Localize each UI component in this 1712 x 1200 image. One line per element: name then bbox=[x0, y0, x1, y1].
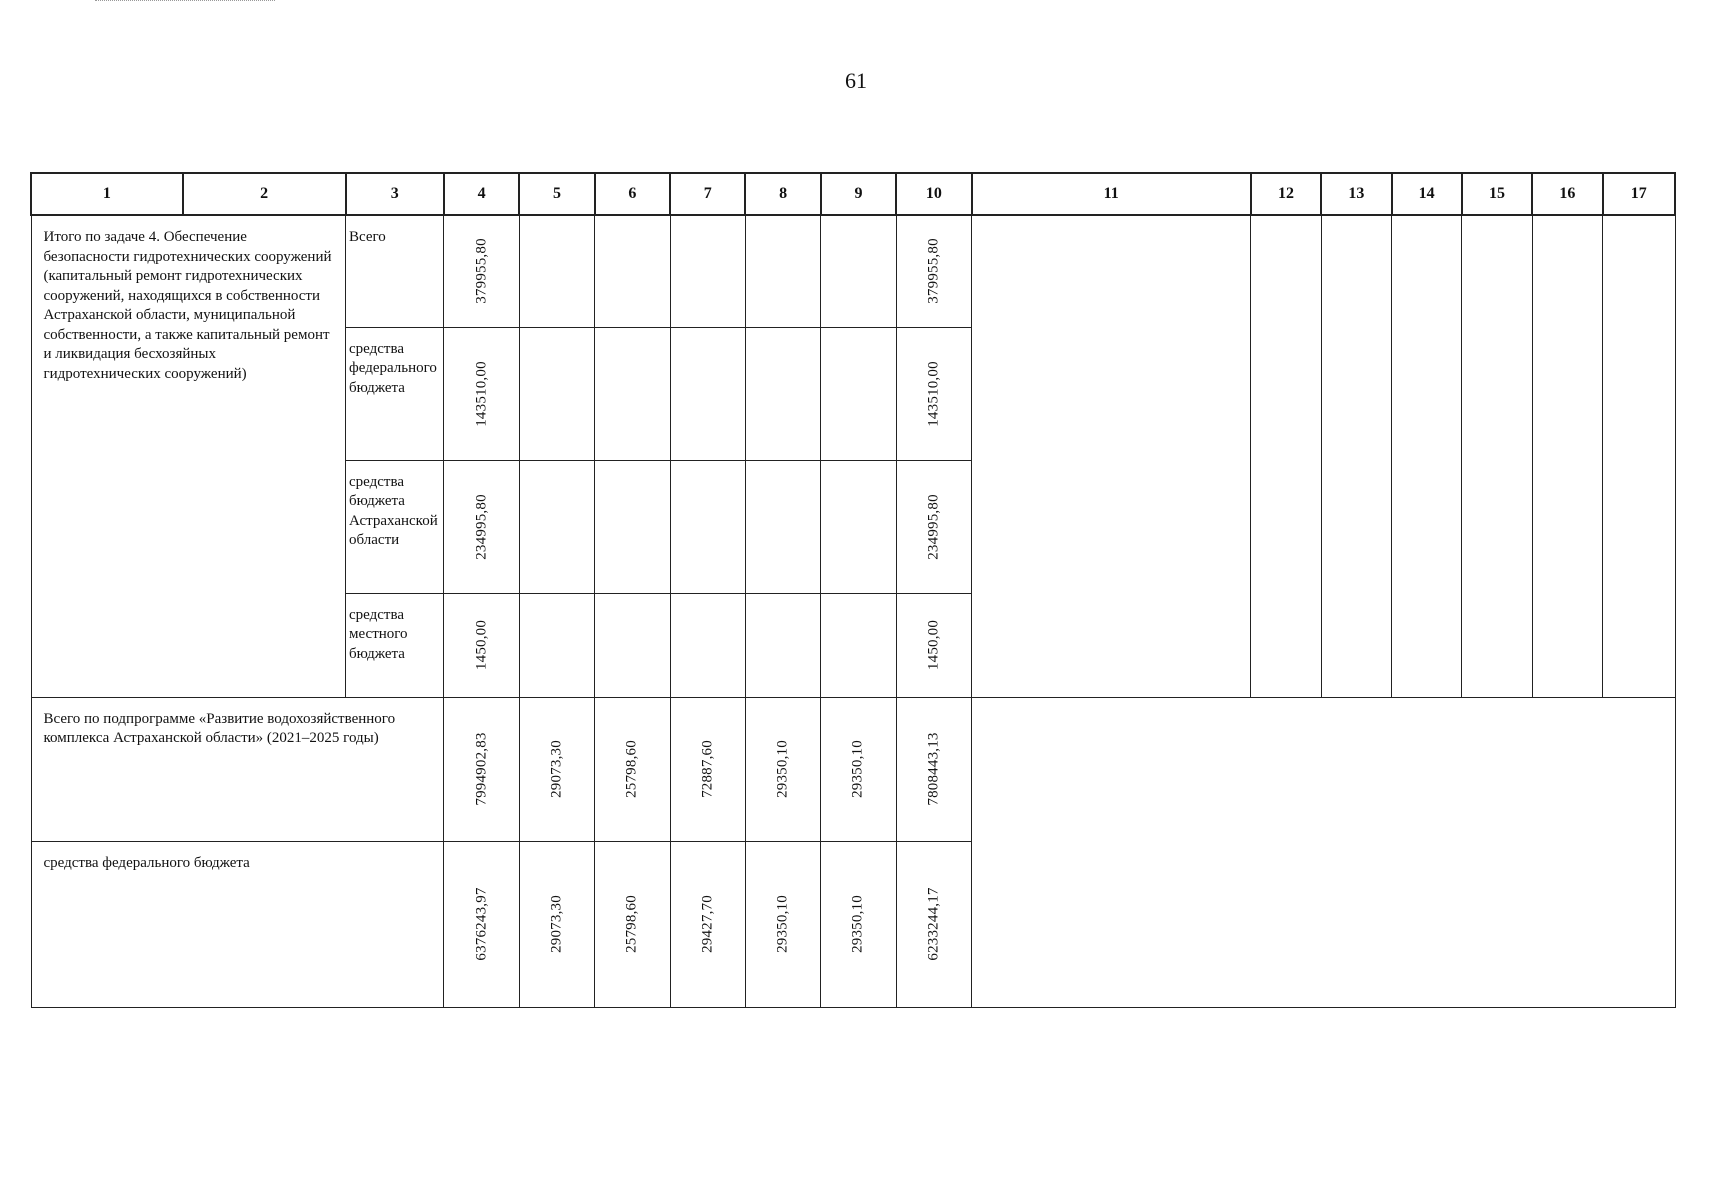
empty-cell bbox=[1532, 215, 1602, 697]
column-header: 12 bbox=[1251, 173, 1321, 215]
empty-cell bbox=[1392, 215, 1462, 697]
column-header: 9 bbox=[821, 173, 896, 215]
value-cell bbox=[444, 460, 519, 593]
empty-cell bbox=[1603, 215, 1676, 697]
value-cell bbox=[745, 841, 820, 1007]
value-cell bbox=[519, 841, 594, 1007]
page-number: 61 bbox=[845, 68, 867, 93]
value: 29073,30 bbox=[548, 740, 565, 798]
value: 25798,60 bbox=[623, 895, 640, 953]
empty-cell bbox=[519, 593, 594, 697]
value: 29350,10 bbox=[849, 740, 866, 798]
empty-cell bbox=[595, 327, 670, 460]
value-cell bbox=[444, 593, 519, 697]
column-header: 8 bbox=[745, 173, 820, 215]
column-header: 11 bbox=[972, 173, 1251, 215]
empty-cell bbox=[595, 460, 670, 593]
funding-source: средства местного бюджета bbox=[346, 593, 444, 697]
value-cell bbox=[896, 460, 971, 593]
value: 379955,80 bbox=[473, 238, 490, 305]
header-row bbox=[31, 173, 1675, 215]
federal-total-label: средства федерального бюджета bbox=[31, 841, 444, 1007]
value-cell bbox=[444, 841, 519, 1007]
value-cell bbox=[670, 697, 745, 841]
empty-cell bbox=[745, 327, 820, 460]
empty-cell bbox=[670, 593, 745, 697]
empty-cell bbox=[670, 215, 745, 327]
empty-cell bbox=[821, 460, 896, 593]
column-header: 17 bbox=[1603, 173, 1676, 215]
value-cell bbox=[896, 215, 971, 327]
value: 29350,10 bbox=[849, 895, 866, 953]
column-header: 10 bbox=[896, 173, 971, 215]
scan-artifact bbox=[95, 0, 275, 4]
empty-cell bbox=[821, 593, 896, 697]
empty-cell bbox=[519, 460, 594, 593]
value-cell bbox=[896, 841, 971, 1007]
funding-source: Всего bbox=[346, 215, 444, 327]
empty-cell bbox=[745, 593, 820, 697]
empty-cell bbox=[745, 460, 820, 593]
empty-cell bbox=[595, 215, 670, 327]
value: 234995,80 bbox=[925, 493, 942, 560]
column-header: 16 bbox=[1532, 173, 1602, 215]
empty-cell bbox=[670, 327, 745, 460]
empty-cell bbox=[1321, 215, 1391, 697]
value: 234995,80 bbox=[473, 493, 490, 560]
empty-cell bbox=[745, 215, 820, 327]
value: 29350,10 bbox=[774, 740, 791, 798]
funding-source: средства бюджета Астраханской области bbox=[346, 460, 444, 593]
column-header: 7 bbox=[670, 173, 745, 215]
empty-cell bbox=[519, 327, 594, 460]
value-cell bbox=[896, 697, 971, 841]
value: 143510,00 bbox=[925, 360, 942, 427]
column-header: 4 bbox=[444, 173, 519, 215]
empty-cell bbox=[1251, 215, 1321, 697]
column-header: 13 bbox=[1321, 173, 1391, 215]
empty-cell bbox=[670, 460, 745, 593]
value-cell bbox=[444, 697, 519, 841]
empty-cell bbox=[595, 593, 670, 697]
value: 7808443,13 bbox=[925, 732, 942, 806]
value-cell bbox=[595, 697, 670, 841]
column-header: 5 bbox=[519, 173, 594, 215]
column-header: 2 bbox=[183, 173, 346, 215]
table-row bbox=[31, 215, 1675, 327]
value-cell bbox=[444, 327, 519, 460]
table-row bbox=[31, 697, 1675, 841]
column-header: 15 bbox=[1462, 173, 1532, 215]
value: 29350,10 bbox=[774, 895, 791, 953]
value: 25798,60 bbox=[623, 740, 640, 798]
value: 29427,70 bbox=[699, 895, 716, 953]
value-cell bbox=[670, 841, 745, 1007]
value: 6376243,97 bbox=[473, 887, 490, 961]
empty-cell bbox=[519, 215, 594, 327]
task-title: Итого по задаче 4. Обеспечение безопасности гидротехнических сооружений (капитальный ремонт гидротехнических сооружений, находящихся в собственности Астраханской области, муниципальной собственности, а также капитальный ремонт и ликвидация бесхозяйных гидротехнических сооружений) bbox=[31, 215, 346, 697]
empty-cell bbox=[1462, 215, 1532, 697]
budget-table bbox=[30, 172, 1676, 1008]
value: 143510,00 bbox=[473, 360, 490, 427]
value: 72887,60 bbox=[699, 740, 716, 798]
value-cell bbox=[444, 215, 519, 327]
empty-cell bbox=[972, 697, 1676, 1007]
value: 379955,80 bbox=[925, 238, 942, 305]
empty-cell bbox=[972, 215, 1251, 697]
funding-source: средства федерального бюджета bbox=[346, 327, 444, 460]
column-header: 6 bbox=[595, 173, 670, 215]
value-cell bbox=[745, 697, 820, 841]
subprogram-total-label: Всего по подпрограмме «Развитие водохозяйственного комплекса Астраханской области» (2021–2025 годы) bbox=[31, 697, 444, 841]
column-header: 3 bbox=[346, 173, 444, 215]
value-cell bbox=[595, 841, 670, 1007]
empty-cell bbox=[821, 215, 896, 327]
column-header: 1 bbox=[31, 173, 183, 215]
empty-cell bbox=[821, 327, 896, 460]
value: 7994902,83 bbox=[473, 732, 490, 806]
column-header: 14 bbox=[1392, 173, 1462, 215]
value-cell bbox=[821, 841, 896, 1007]
value-cell bbox=[896, 593, 971, 697]
value: 1450,00 bbox=[473, 619, 490, 671]
value: 1450,00 bbox=[925, 619, 942, 671]
value-cell bbox=[821, 697, 896, 841]
value: 29073,30 bbox=[548, 895, 565, 953]
value-cell bbox=[519, 697, 594, 841]
value: 6233244,17 bbox=[925, 887, 942, 961]
value-cell bbox=[896, 327, 971, 460]
